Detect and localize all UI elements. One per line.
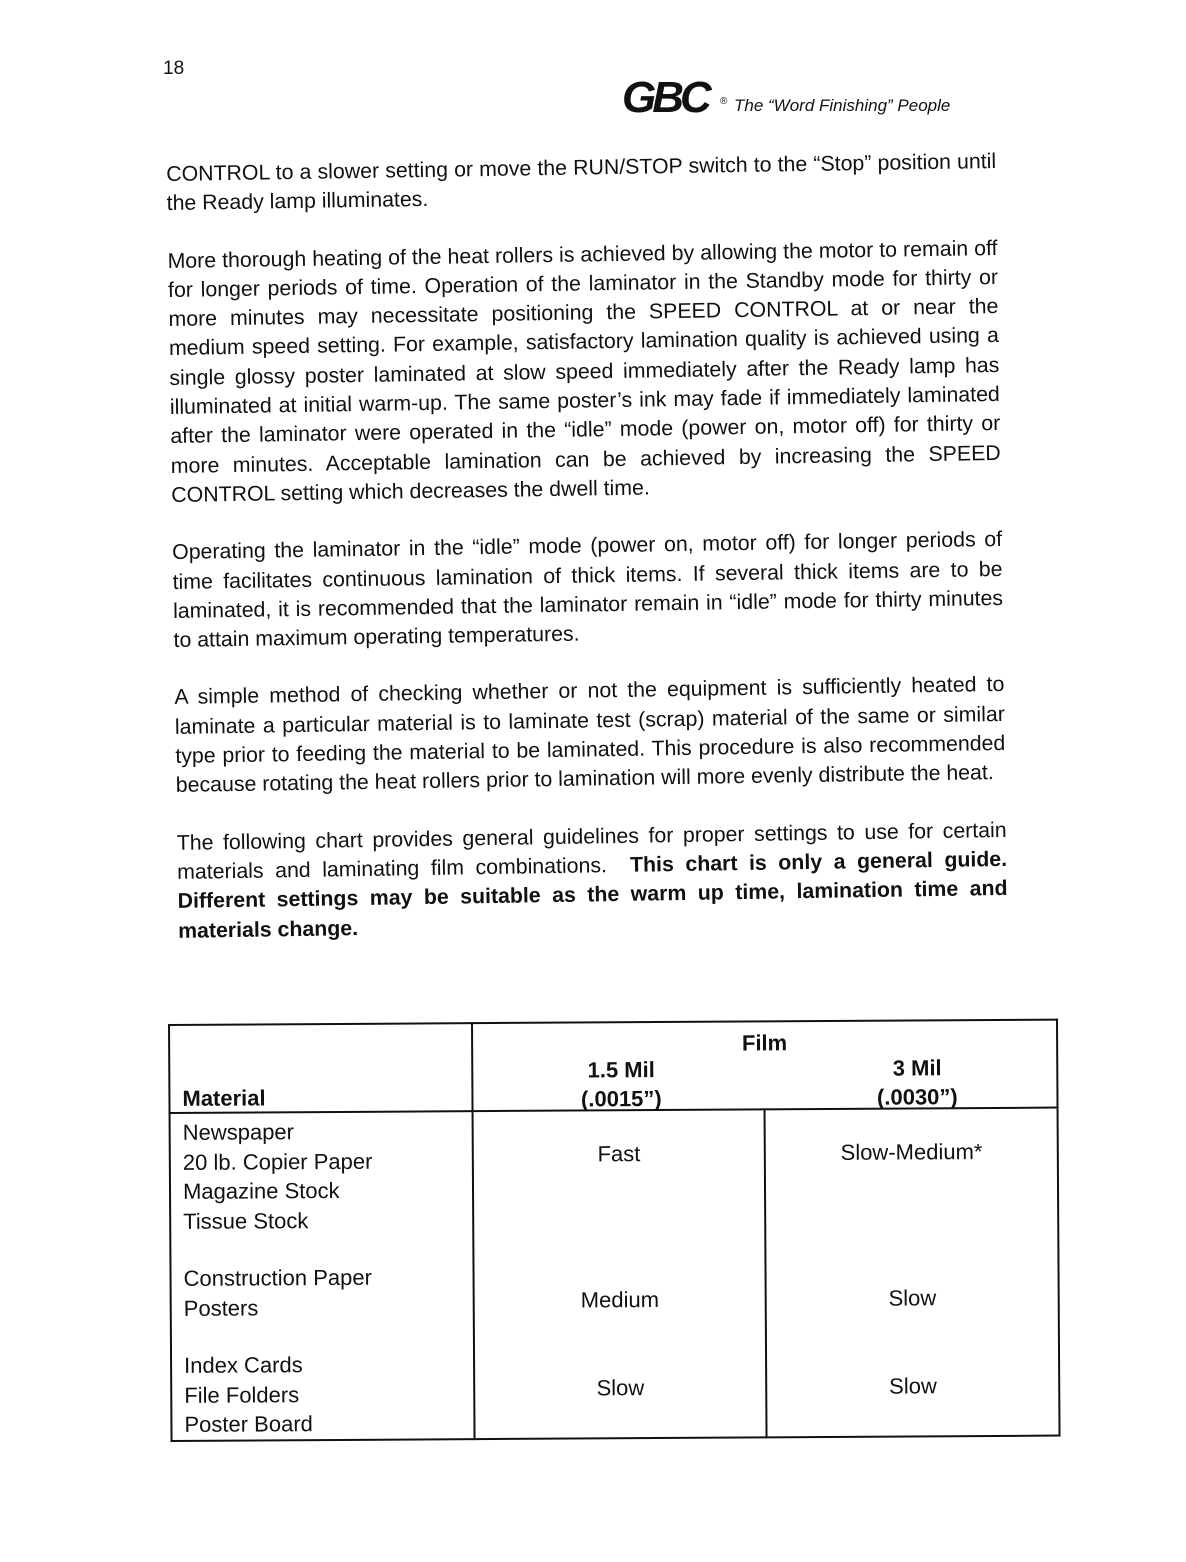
page-header [622,74,1002,124]
paragraph-5-bold: This chart is only a general guide. Different settings may be suitable as the warm up time, lamination time and materials change. [177,846,1008,943]
film-header: Film [741,1030,788,1056]
speed-value: Slow [889,1373,937,1399]
paragraph-5-normal: The following chart provides general guidelines for proper settings to use for certain materials and laminating film combinations. [176,817,1007,884]
speed-value: Medium [580,1287,660,1313]
material-item: Newspaper [182,1119,295,1145]
speed-value: Slow [888,1285,937,1311]
material-group-3 [184,1349,473,1439]
table-body-row [170,1108,1060,1441]
tagline: The “Word Finishing” People [734,96,951,115]
page-number: 18 [163,58,185,79]
paragraph-1: CONTROL to a slower setting or move the RUN/STOP switch to the “Stop” position until the Ready lamp illuminates. [166,148,997,216]
speed-value: Slow-Medium* [840,1139,983,1165]
paragraph-4: A simple method of checking whether or not the equipment is sufficiently heated to laminate a particular material is to laminate test (scrap) material of the same or similar type prior to feeding the material to be laminated. This procedure is also recommended because rotating the heat rollers prior to lamination will more evenly distribute the heat. [174,672,1006,798]
film-1-5-mil-sub: (.0015”) [580,1085,662,1112]
speed-value: Slow [596,1375,645,1401]
material-list [170,1111,475,1440]
settings-table [168,1019,1061,1442]
speed-value: Fast [597,1141,641,1167]
material-item: Magazine Stock [182,1177,340,1204]
material-item: 20 lb. Copier Paper [182,1148,373,1175]
material-group-1 [183,1116,473,1236]
speed-column-1-5-mil [472,1109,767,1438]
material-item: File Folders [184,1381,300,1408]
material-group-2 [183,1262,472,1323]
settings-table-wrapper [168,1019,1061,1444]
film-1-5-mil-header [473,1054,769,1114]
material-item: Construction Paper [183,1264,372,1291]
table-header-row [169,1020,1058,1113]
paragraph-3: Operating the laminator in the “idle” mode (power on, motor off) for longer periods of time facilitates continuous lamination of thick items. If several thick items are to be laminated, it is recommended that the laminator remain in “idle” mode for thirty minutes to attain maximum operating temperatures. [171,527,1004,653]
paragraph-5 [177,816,1009,946]
gbc-logo [622,74,730,120]
film-3-mil-label: 3 Mil [892,1055,942,1081]
svg-text:GBC: GBC [622,74,708,120]
svg-text:®: ® [720,96,728,107]
film-header-cell [472,1020,1058,1112]
film-3-mil-header [769,1053,1065,1113]
material-header: Material [169,1023,472,1113]
film-3-mil-sub: (.0030”) [876,1084,958,1110]
body-text [166,147,1009,974]
film-1-5-mil-label: 1.5 Mil [587,1057,655,1083]
material-item: Tissue Stock [183,1207,309,1234]
material-item: Posters [183,1294,259,1321]
speed-column-3-mil [765,1108,1060,1437]
material-item: Index Cards [184,1352,303,1378]
paragraph-2: More thorough heating of the heat rollers is achieved by allowing the motor to remain off for longer periods of time. Operation of the laminator in the Standby mode for thirty or more minutes may necessitate positioning the SPEED CONTROL at or near the medium speed setting. For example, satisfactory lamination quality is achieved using a single glossy poster laminated at slow speed immediately after the Ready lamp has illuminated at initial warm-up. The same poster’s ink may fade if immediately laminated after the laminator were operated in the “idle” mode (power on, motor off) for thirty or more minutes. Acceptable lamination can be achieved by increasing the SPEED CONTROL setting which decreases the dwell time. [167,235,1001,507]
material-item: Poster Board [184,1411,313,1437]
